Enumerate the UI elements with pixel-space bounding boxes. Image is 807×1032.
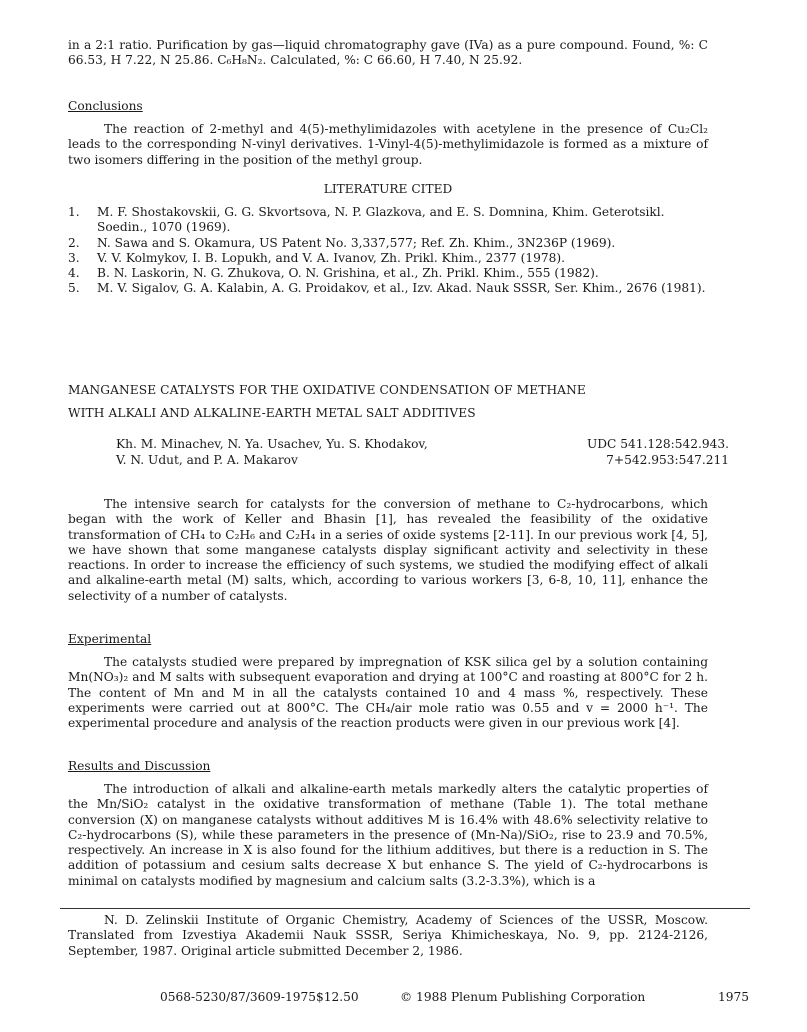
- reference-number: 1.: [68, 205, 80, 219]
- reference-item: [68, 205, 708, 236]
- article-code: 0568-5230/87/3609-1975$12.50: [160, 990, 359, 1004]
- footnote-divider: [60, 908, 750, 909]
- reference-text: M. V. Sigalov, G. A. Kalabin, A. G. Proidakov, et al., Izv. Akad. Nauk SSSR, Ser. Khim., 2676 (1981).: [97, 281, 706, 296]
- reference-item: [68, 266, 708, 281]
- udc-code-line-2: 7+542.953:547.211: [606, 453, 729, 467]
- experimental-heading: Experimental: [68, 632, 152, 646]
- article-title-line-2: WITH ALKALI AND ALKALINE-EARTH METAL SALT ADDITIVES: [68, 406, 476, 420]
- reference-text: N. Sawa and S. Okamura, US Patent No. 3,337,577; Ref. Zh. Khim., 3N236P (1969).: [97, 235, 616, 250]
- page-number: 1975: [717, 990, 749, 1004]
- previous-article-continuation: in a 2:1 ratio. Purification by gas—liquid chromatography gave (IVa) as a pure compound. Found, %: C 66.53, H 7.22, N 25.86. C₆H₈N₂. Calculated, %: C 66.60, H 7.40, N 25.92.: [68, 38, 708, 68]
- reference-text: M. F. Shostakovskii, G. G. Skvortsova, N. P. Glazkova, and E. S. Domnina, Khim. Geterotsikl. Soedin., 1070 (1969).: [97, 205, 665, 235]
- introduction-paragraph: The intensive search for catalysts for the conversion of methane to C₂-hydrocarbons, which began with the work of Keller and Bhasin [1], has revealed the feasibility of the oxidative transformation of CH₄ to C₂H₆ and C₂H₄ in a series of oxide systems [2-11]. In our previous work [4, 5], we have shown that some manganese catalysts display significant activity and selectivity in these reactions. In order to increase the efficiency of such systems, we studied the modifying effect of alkali and alkaline-earth metal (M) salts, which, according to various workers [3, 6-8, 10, 11], enhance the selectivity of a number of catalysts.: [68, 497, 708, 603]
- conclusions-paragraph: The reaction of 2-methyl and 4(5)-methylimidazoles with acetylene in the presence of Cu₂Cl₂ leads to the corresponding N-vinyl derivatives. 1-Vinyl-4(5)-methylimidazole is formed as a mixture of two isomers differing in the position of the methyl group.: [68, 122, 708, 167]
- affiliation-footnote: N. D. Zelinskii Institute of Organic Chemistry, Academy of Sciences of the USSR, Moscow. Translated from Izvestiya Akademii Nauk SSSR, Seriya Khimicheskaya, No. 9, pp. 2124-2126, September, 1987. Original article submitted December 2, 1986.: [68, 913, 708, 958]
- copyright-notice: © 1988 Plenum Publishing Corporation: [400, 990, 646, 1004]
- reference-number: 4.: [68, 266, 80, 281]
- reference-text: V. V. Kolmykov, I. B. Lopukh, and V. A. Ivanov, Zh. Prikl. Khim., 2377 (1978).: [97, 250, 565, 265]
- reference-list: [68, 205, 708, 297]
- literature-cited-heading: LITERATURE CITED: [323, 182, 453, 196]
- authors-line-1: Kh. M. Minachev, N. Ya. Usachev, Yu. S. Khodakov,: [116, 437, 428, 451]
- conclusions-heading: Conclusions: [68, 99, 143, 113]
- reference-number: 3.: [68, 250, 80, 265]
- reference-text: B. N. Laskorin, N. G. Zhukova, O. N. Grishina, et al., Zh. Prikl. Khim., 555 (1982).: [97, 266, 599, 281]
- reference-item: [68, 281, 708, 296]
- reference-item: [68, 236, 708, 251]
- udc-code-line-1: UDC 541.128:542.943.: [586, 437, 729, 451]
- authors-line-2: V. N. Udut, and P. A. Makarov: [116, 453, 298, 467]
- experimental-paragraph: The catalysts studied were prepared by impregnation of KSK silica gel by a solution containing Mn(NO₃)₂ and M salts with subsequent evaporation and drying at 100°C and roasting at 800°C for 2 h. The content of Mn and M in all the catalysts contained 10 and 4 mass %, respectively. These experiments were carried out at 800°C. The CH₄/air mole ratio was 0.55 and v = 2000 h⁻¹. The experimental procedure and analysis of the reaction products were given in our previous work [4].: [68, 655, 708, 731]
- reference-item: [68, 251, 708, 266]
- results-discussion-heading: Results and Discussion: [68, 759, 211, 773]
- reference-number: 5.: [68, 281, 80, 296]
- results-paragraph: The introduction of alkali and alkaline-earth metals markedly alters the catalytic properties of the Mn/SiO₂ catalyst in the oxidative transformation of methane (Table 1). The total methane conversion (X) on manganese catalysts without additives M is 16.4% with 48.6% selectivity relative to C₂-hydrocarbons (S), while these parameters in the presence of (Mn-Na)/SiO₂, rise to 23.9 and 70.5%, respectively. An increase in X is also found for the lithium additives, but there is a reduction in S. The addition of potassium and cesium salts decrease X but enhance S. The yield of C₂-hydrocarbons is minimal on catalysts modified by magnesium and calcium salts (3.2-3.3%), which is a: [68, 782, 708, 888]
- article-title-line-1: MANGANESE CATALYSTS FOR THE OXIDATIVE CONDENSATION OF METHANE: [68, 383, 586, 397]
- reference-number: 2.: [68, 235, 80, 250]
